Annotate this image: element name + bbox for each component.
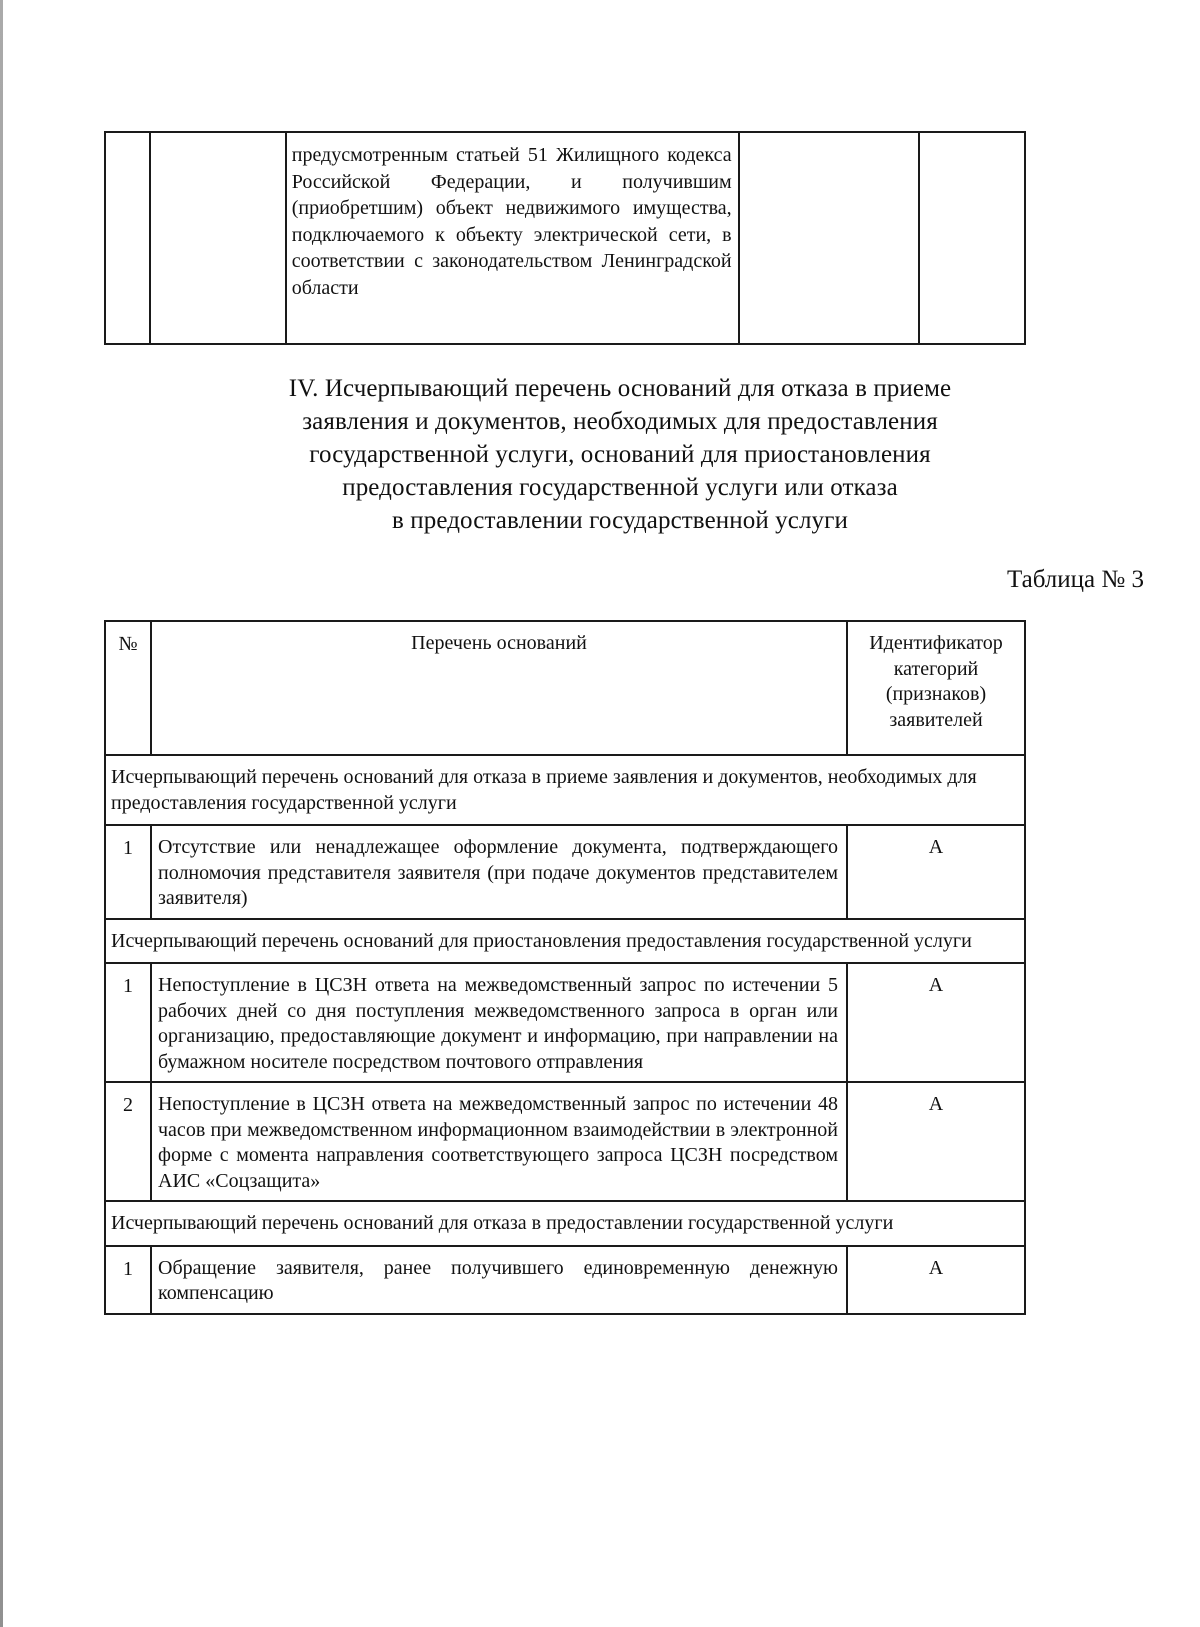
row-reason: Непоступление в ЦСЗН ответа на межведомственный запрос по истечении 5 рабочих дней со дня поступления межведомственного запроса в орган или организацию, предоставляющие документ и информацию, при направлении на бумажном носителе посредством почтового отправления bbox=[151, 963, 847, 1082]
continuation-text: предусмотренным статьей 51 Жилищного кодекса Российской Федерации, и получившим (приобретшим) объект недвижимого имущества, подключаемого к объекту электрической сети, в соответствии с законодательством Ленинградской области bbox=[291, 144, 732, 299]
row-reason: Непоступление в ЦСЗН ответа на межведомственный запрос по истечении 48 часов при межведомственном информационном взаимодействии в электронной форме с момента направления соответствующего запроса ЦСЗН посредством АИС «Соцзащита» bbox=[151, 1082, 847, 1201]
row-num: 1 bbox=[105, 825, 151, 919]
group-row bbox=[105, 1201, 1025, 1246]
row-identifier: А bbox=[847, 1082, 1025, 1201]
table-row bbox=[105, 825, 1025, 919]
heading-line: государственной услуги, оснований для приостановления bbox=[309, 441, 931, 468]
heading-line: в предоставлении государственной услуги bbox=[392, 507, 848, 534]
table-row bbox=[105, 1082, 1025, 1201]
table-row bbox=[105, 963, 1025, 1082]
group-title: Исчерпывающий перечень оснований для отказа в приеме заявления и документов, необходимых для предоставления государственной услуги bbox=[105, 755, 1025, 825]
header-reasons: Перечень оснований bbox=[151, 621, 847, 755]
section-heading bbox=[230, 372, 1010, 537]
reasons-table bbox=[104, 620, 1026, 1315]
table-row bbox=[105, 132, 1025, 344]
row-reason: Отсутствие или ненадлежащее оформление документа, подтверждающего полномочия представителя заявителя (при подаче документов представителем заявителя) bbox=[151, 825, 847, 919]
row-identifier: А bbox=[847, 1246, 1025, 1314]
heading-line: IV. Исчерпывающий перечень оснований для отказа в приеме bbox=[288, 375, 952, 402]
empty-cell bbox=[739, 132, 920, 344]
header-num: № bbox=[105, 621, 151, 755]
empty-cell bbox=[919, 132, 1025, 344]
row-num: 1 bbox=[105, 963, 151, 1082]
empty-cell bbox=[105, 132, 150, 344]
group-title: Исчерпывающий перечень оснований для отказа в предоставлении государственной услуги bbox=[105, 1201, 1025, 1246]
header-identifier: Идентификатор категорий (признаков) заявителей bbox=[847, 621, 1025, 755]
group-row bbox=[105, 919, 1025, 964]
row-identifier: А bbox=[847, 825, 1025, 919]
group-row bbox=[105, 755, 1025, 825]
heading-line: заявления и документов, необходимых для предоставления bbox=[302, 408, 938, 435]
row-num: 1 bbox=[105, 1246, 151, 1314]
empty-cell bbox=[150, 132, 286, 344]
continuation-table bbox=[104, 131, 1026, 345]
row-reason: Обращение заявителя, ранее получившего единовременную денежную компенсацию bbox=[151, 1246, 847, 1314]
continuation-text-cell bbox=[286, 132, 739, 344]
table-header-row bbox=[105, 621, 1025, 755]
row-identifier: А bbox=[847, 963, 1025, 1082]
heading-line: предоставления государственной услуги или отказа bbox=[342, 474, 898, 501]
table-label: Таблица № 3 bbox=[1006, 566, 1144, 593]
group-title: Исчерпывающий перечень оснований для приостановления предоставления государственной услуги bbox=[105, 919, 1025, 964]
table-row bbox=[105, 1246, 1025, 1314]
scan-edge bbox=[0, 0, 3, 1627]
row-num: 2 bbox=[105, 1082, 151, 1201]
